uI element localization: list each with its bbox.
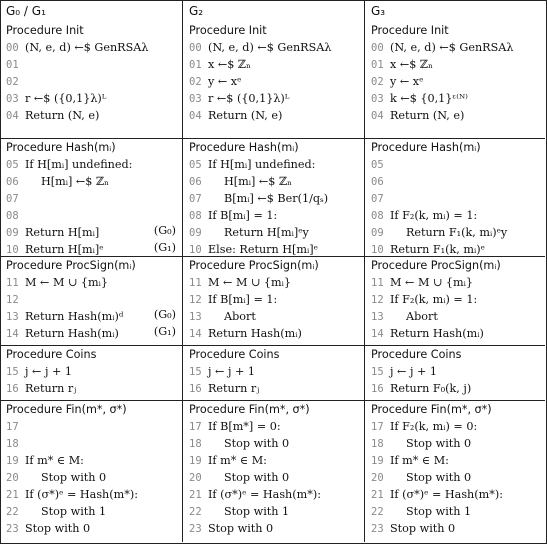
code-text: Abort bbox=[224, 310, 256, 323]
code-line bbox=[6, 190, 25, 208]
procedure-heading bbox=[189, 346, 279, 363]
code-line bbox=[6, 452, 84, 470]
code-line bbox=[6, 90, 106, 108]
code-text: (N, e, d) ←$ GenRSAλ bbox=[208, 41, 332, 54]
procedure-name: Procedure Fin(m*, σ*) bbox=[189, 403, 310, 416]
code-text: Abort bbox=[406, 310, 438, 323]
line-number: 14 bbox=[371, 328, 384, 340]
code-line bbox=[189, 107, 282, 125]
code-text: If F₂(k, mᵢ) = 1: bbox=[390, 209, 478, 222]
line-number: 16 bbox=[6, 383, 19, 395]
code-line bbox=[371, 418, 477, 436]
code-text: Stop with 0 bbox=[208, 522, 274, 535]
line-number: 16 bbox=[189, 383, 202, 395]
code-line bbox=[189, 308, 256, 326]
code-text: Stop with 0 bbox=[406, 437, 472, 450]
code-text: Return F₀(k, j) bbox=[390, 382, 472, 395]
procedure-name: Procedure Hash(mᵢ) bbox=[189, 141, 299, 154]
procedure-heading bbox=[371, 22, 449, 39]
code-text: Return rⱼ bbox=[208, 382, 260, 395]
code-text: x ←$ ℤₙ bbox=[390, 58, 433, 71]
line-number: 20 bbox=[371, 472, 384, 484]
line-number: 01 bbox=[189, 59, 202, 71]
code-text: r ←$ ({0,1}λ)ᴸ bbox=[208, 92, 290, 105]
game-tag: (G₁) bbox=[153, 325, 176, 338]
line-number: 01 bbox=[6, 59, 19, 71]
line-number: 06 bbox=[189, 176, 202, 188]
line-number: 13 bbox=[371, 311, 384, 323]
code-text: Return H[mᵢ]ᵉ bbox=[25, 243, 104, 256]
code-line bbox=[189, 380, 259, 398]
code-line bbox=[6, 325, 119, 343]
line-number: 14 bbox=[189, 328, 202, 340]
line-number: 11 bbox=[189, 277, 202, 289]
line-number: 10 bbox=[189, 244, 202, 256]
code-line bbox=[189, 207, 277, 225]
line-number: 22 bbox=[6, 506, 19, 518]
procedure-heading bbox=[371, 401, 492, 418]
code-text: If (σ*)ᵉ = Hash(m*): bbox=[208, 488, 321, 501]
column-header: G₀ / G₁ bbox=[6, 4, 46, 18]
code-text: Stop with 0 bbox=[406, 471, 472, 484]
code-line bbox=[189, 90, 289, 108]
code-line bbox=[189, 156, 315, 174]
game-tag: (G₁) bbox=[153, 241, 176, 254]
procedure-heading bbox=[6, 401, 127, 418]
code-line bbox=[371, 435, 471, 453]
line-number: 22 bbox=[371, 506, 384, 518]
line-number: 01 bbox=[371, 59, 384, 71]
line-number: 09 bbox=[189, 227, 202, 239]
procedure-heading bbox=[371, 139, 481, 156]
line-number: 07 bbox=[189, 193, 202, 205]
procedure-name: Procedure Fin(m*, σ*) bbox=[371, 403, 492, 416]
code-line bbox=[6, 418, 25, 436]
code-text: j ← j + 1 bbox=[208, 365, 256, 378]
line-number: 16 bbox=[371, 383, 384, 395]
line-number: 03 bbox=[189, 93, 202, 105]
code-text: Stop with 0 bbox=[25, 522, 91, 535]
procedure-heading bbox=[6, 346, 96, 363]
code-line bbox=[6, 156, 132, 174]
procedure-name: Procedure Hash(mᵢ) bbox=[371, 141, 481, 154]
line-number: 13 bbox=[6, 311, 19, 323]
code-line bbox=[189, 520, 273, 538]
line-number: 08 bbox=[371, 210, 384, 222]
line-number: 13 bbox=[189, 311, 202, 323]
code-text: If B[mᵢ] = 1: bbox=[208, 209, 278, 222]
code-line bbox=[6, 308, 123, 326]
code-text: Return (N, e) bbox=[390, 109, 465, 122]
code-line bbox=[189, 274, 291, 292]
code-text: Stop with 1 bbox=[41, 505, 107, 518]
line-number: 12 bbox=[189, 294, 202, 306]
procedure-heading bbox=[6, 22, 84, 39]
code-text: (N, e, d) ←$ GenRSAλ bbox=[390, 41, 514, 54]
code-text: If (σ*)ᵉ = Hash(m*): bbox=[25, 488, 138, 501]
line-number: 19 bbox=[6, 455, 19, 467]
code-text: If B[mᵢ] = 1: bbox=[208, 293, 278, 306]
code-line bbox=[189, 325, 302, 343]
code-line bbox=[371, 39, 513, 57]
line-number: 05 bbox=[189, 159, 202, 171]
code-line bbox=[189, 418, 281, 436]
code-line bbox=[189, 503, 289, 521]
line-number: 21 bbox=[6, 489, 19, 501]
code-line bbox=[6, 363, 72, 381]
code-line bbox=[371, 73, 423, 91]
column-g0-g1 bbox=[0, 0, 180, 542]
line-number: 10 bbox=[6, 244, 19, 256]
line-number: 17 bbox=[6, 421, 19, 433]
code-text: Return F₁(k, mᵢ)ᵉy bbox=[406, 226, 508, 239]
line-number: 00 bbox=[189, 42, 202, 54]
code-line bbox=[189, 39, 331, 57]
line-number: 00 bbox=[371, 42, 384, 54]
line-number: 10 bbox=[371, 244, 384, 256]
game-tag: (G₀) bbox=[153, 308, 176, 321]
code-line bbox=[189, 291, 277, 309]
code-line bbox=[371, 469, 471, 487]
code-line bbox=[189, 190, 328, 208]
procedure-heading bbox=[6, 257, 136, 274]
code-line bbox=[6, 107, 99, 125]
procedure-name: Procedure Fin(m*, σ*) bbox=[6, 403, 127, 416]
code-text: If m* ∈ M: bbox=[390, 454, 449, 467]
code-text: If m* ∈ M: bbox=[25, 454, 84, 467]
procedure-name: Procedure Hash(mᵢ) bbox=[6, 141, 116, 154]
code-line bbox=[189, 73, 241, 91]
line-number: 04 bbox=[189, 110, 202, 122]
code-text: y ← xᵉ bbox=[208, 75, 242, 88]
line-number: 02 bbox=[6, 76, 19, 88]
line-number: 09 bbox=[6, 227, 19, 239]
line-number: 07 bbox=[6, 193, 19, 205]
code-text: Stop with 0 bbox=[390, 522, 456, 535]
line-number: 08 bbox=[6, 210, 19, 222]
code-text: Return H[mᵢ]ᵉy bbox=[224, 226, 309, 239]
code-line bbox=[6, 56, 25, 74]
code-text: Return F₁(k, mᵢ)ᵉ bbox=[390, 243, 485, 256]
code-line bbox=[371, 325, 484, 343]
code-line bbox=[189, 469, 289, 487]
line-number: 03 bbox=[6, 93, 19, 105]
code-text: Stop with 0 bbox=[224, 437, 290, 450]
code-line bbox=[371, 308, 438, 326]
procedure-name: Procedure Coins bbox=[371, 348, 462, 361]
code-text: (N, e, d) ←$ GenRSAλ bbox=[25, 41, 149, 54]
line-number: 21 bbox=[189, 489, 202, 501]
line-number: 19 bbox=[371, 455, 384, 467]
code-text: M ← M ∪ {mᵢ} bbox=[390, 276, 473, 289]
code-line bbox=[371, 291, 477, 309]
line-number: 21 bbox=[371, 489, 384, 501]
code-line bbox=[6, 435, 25, 453]
code-line bbox=[371, 224, 507, 242]
code-line bbox=[189, 435, 289, 453]
code-line bbox=[6, 224, 99, 242]
procedure-name: Procedure Coins bbox=[189, 348, 280, 361]
line-number: 11 bbox=[6, 277, 19, 289]
code-text: H[mᵢ] ←$ ℤₙ bbox=[41, 175, 109, 188]
code-line bbox=[6, 291, 25, 309]
line-number: 18 bbox=[189, 438, 202, 450]
line-number: 18 bbox=[371, 438, 384, 450]
code-text: Return Hash(mᵢ)ᵈ bbox=[25, 310, 124, 323]
procedure-heading bbox=[371, 346, 461, 363]
code-line bbox=[371, 503, 471, 521]
code-text: If m* ∈ M: bbox=[208, 454, 267, 467]
code-line bbox=[6, 39, 148, 57]
code-line bbox=[371, 190, 390, 208]
code-text: r ←$ ({0,1}λ)ᴸ bbox=[25, 92, 107, 105]
line-number: 08 bbox=[189, 210, 202, 222]
code-line bbox=[6, 207, 25, 225]
line-number: 15 bbox=[371, 366, 384, 378]
line-number: 15 bbox=[6, 366, 19, 378]
code-text: Stop with 1 bbox=[406, 505, 472, 518]
code-line bbox=[371, 156, 390, 174]
procedure-name: Procedure Coins bbox=[6, 348, 97, 361]
line-number: 17 bbox=[371, 421, 384, 433]
procedure-heading bbox=[6, 139, 116, 156]
procedure-name: Procedure ProcSign(mᵢ) bbox=[371, 259, 501, 272]
line-number: 05 bbox=[6, 159, 19, 171]
procedure-heading bbox=[189, 139, 299, 156]
code-text: j ← j + 1 bbox=[25, 365, 73, 378]
procedure-name: Procedure Init bbox=[6, 24, 84, 37]
line-number: 06 bbox=[371, 176, 384, 188]
procedure-name: Procedure ProcSign(mᵢ) bbox=[6, 259, 136, 272]
code-text: If (σ*)ᵉ = Hash(m*): bbox=[390, 488, 503, 501]
code-text: M ← M ∪ {mᵢ} bbox=[25, 276, 108, 289]
procedure-name: Procedure Init bbox=[371, 24, 449, 37]
code-line bbox=[371, 380, 471, 398]
code-text: If F₂(k, mᵢ) = 0: bbox=[390, 420, 478, 433]
code-line bbox=[371, 173, 390, 191]
code-text: Return (N, e) bbox=[208, 109, 283, 122]
code-line bbox=[6, 380, 76, 398]
code-line bbox=[189, 363, 255, 381]
line-number: 02 bbox=[189, 76, 202, 88]
code-line bbox=[6, 73, 25, 91]
code-text: y ← xᵉ bbox=[390, 75, 424, 88]
column-g2 bbox=[183, 0, 363, 542]
code-line bbox=[371, 107, 464, 125]
code-line bbox=[189, 224, 309, 242]
procedure-heading bbox=[189, 22, 267, 39]
procedure-heading bbox=[371, 257, 501, 274]
code-line bbox=[371, 363, 437, 381]
line-number: 02 bbox=[371, 76, 384, 88]
column-g3 bbox=[365, 0, 545, 542]
column-header: G₃ bbox=[371, 4, 386, 18]
procedure-name: Procedure Init bbox=[189, 24, 267, 37]
line-number: 07 bbox=[371, 193, 384, 205]
line-number: 17 bbox=[189, 421, 202, 433]
procedure-heading bbox=[189, 401, 310, 418]
line-number: 03 bbox=[371, 93, 384, 105]
code-text: If H[mᵢ] undefined: bbox=[208, 158, 316, 171]
procedure-heading bbox=[189, 257, 319, 274]
line-number: 12 bbox=[371, 294, 384, 306]
code-text: Stop with 1 bbox=[224, 505, 290, 518]
code-line bbox=[189, 56, 251, 74]
code-line bbox=[371, 56, 433, 74]
line-number: 14 bbox=[6, 328, 19, 340]
line-number: 04 bbox=[6, 110, 19, 122]
column-header: G₂ bbox=[189, 4, 204, 18]
code-text: k ←$ {0,1}ᵋ⁽ᴺ⁾ bbox=[390, 92, 468, 105]
line-number: 23 bbox=[6, 523, 19, 535]
code-text: B[mᵢ] ←$ Ber(1/qₛ) bbox=[224, 192, 329, 205]
code-text: Return rⱼ bbox=[25, 382, 77, 395]
code-line bbox=[371, 452, 449, 470]
code-text: j ← j + 1 bbox=[390, 365, 438, 378]
line-number: 23 bbox=[371, 523, 384, 535]
code-line bbox=[189, 486, 321, 504]
code-line bbox=[371, 90, 468, 108]
code-line bbox=[6, 503, 106, 521]
code-text: Return Hash(mᵢ) bbox=[25, 327, 119, 340]
line-number: 05 bbox=[371, 159, 384, 171]
code-text: x ←$ ℤₙ bbox=[208, 58, 251, 71]
code-line bbox=[371, 520, 455, 538]
code-line bbox=[6, 173, 109, 191]
code-text: Else: Return H[mᵢ]ᵉ bbox=[208, 243, 318, 256]
code-text: Return (N, e) bbox=[25, 109, 100, 122]
code-line bbox=[371, 274, 473, 292]
code-text: Return Hash(mᵢ) bbox=[390, 327, 484, 340]
code-line bbox=[6, 486, 138, 504]
line-number: 18 bbox=[6, 438, 19, 450]
code-text: M ← M ∪ {mᵢ} bbox=[208, 276, 291, 289]
code-text: If H[mᵢ] undefined: bbox=[25, 158, 133, 171]
code-line bbox=[6, 274, 108, 292]
code-text: Stop with 0 bbox=[224, 471, 290, 484]
line-number: 19 bbox=[189, 455, 202, 467]
code-line bbox=[189, 452, 267, 470]
code-line bbox=[371, 207, 477, 225]
line-number: 23 bbox=[189, 523, 202, 535]
game-tag: (G₀) bbox=[153, 224, 176, 237]
line-number: 15 bbox=[189, 366, 202, 378]
code-line bbox=[189, 173, 292, 191]
code-line bbox=[371, 486, 503, 504]
code-text: Return Hash(mᵢ) bbox=[208, 327, 302, 340]
code-text: Stop with 0 bbox=[41, 471, 107, 484]
code-line bbox=[6, 520, 90, 538]
line-number: 11 bbox=[371, 277, 384, 289]
line-number: 04 bbox=[371, 110, 384, 122]
line-number: 00 bbox=[6, 42, 19, 54]
code-text: H[mᵢ] ←$ ℤₙ bbox=[224, 175, 292, 188]
code-text: If B[m*] = 0: bbox=[208, 420, 281, 433]
code-text: If F₂(k, mᵢ) = 1: bbox=[390, 293, 478, 306]
line-number: 20 bbox=[189, 472, 202, 484]
line-number: 06 bbox=[6, 176, 19, 188]
code-line bbox=[6, 469, 106, 487]
line-number: 12 bbox=[6, 294, 19, 306]
line-number: 20 bbox=[6, 472, 19, 484]
code-text: Return H[mᵢ] bbox=[25, 226, 100, 239]
line-number: 22 bbox=[189, 506, 202, 518]
line-number: 09 bbox=[371, 227, 384, 239]
procedure-name: Procedure ProcSign(mᵢ) bbox=[189, 259, 319, 272]
